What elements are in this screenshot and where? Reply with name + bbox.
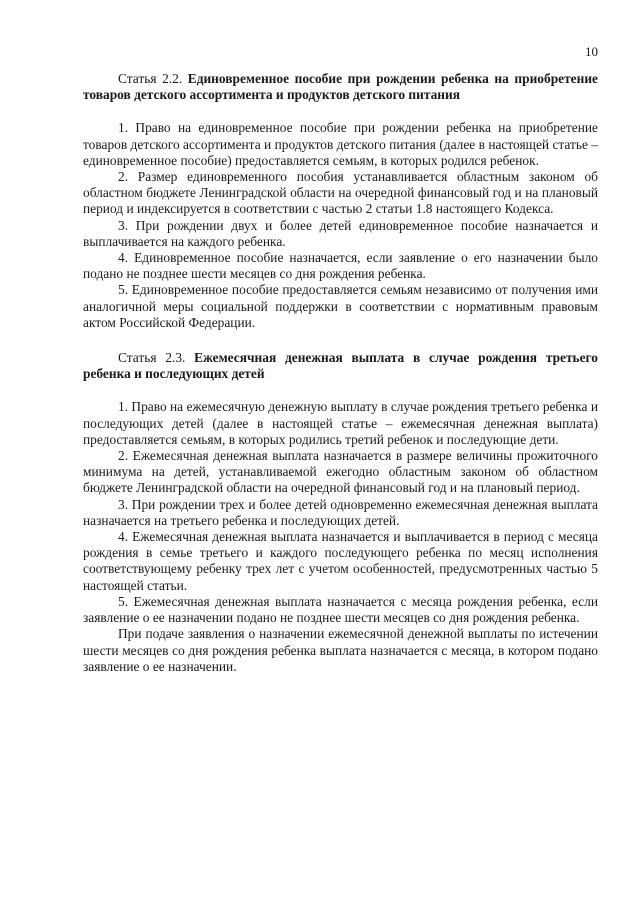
article-2-3-paragraph: 2. Ежемесячная денежная выплата назначается в размере величины прожиточного минимума на детей, устанавливаемой ежегодно областным законом об областном бюджете Ленинградской области на очередной финансовый год и на плановый период. <box>83 448 598 496</box>
article-2-2-label: Статья 2.2. <box>118 71 183 86</box>
article-2-2-paragraph: 5. Единовременное пособие предоставляется семьям независимо от получения ими аналогичной меры социальной поддержки в соответствии с нормативным правовым актом Российской Федерации. <box>83 282 598 330</box>
article-2-3-paragraph: 4. Ежемесячная денежная выплата назначается и выплачивается в период с месяца рождения в семье третьего и каждого последующего ребенка по месяц исполнения соответствующему ребенку трех лет с учетом особенностей, предусмотренных частью 5 настоящей статьи. <box>83 529 598 593</box>
article-2-2-paragraph: 3. При рождении двух и более детей единовременное пособие назначается и выплачивается на каждого ребенка. <box>83 217 598 249</box>
article-2-3-paragraph: 3. При рождении трех и более детей одновременно ежемесячная денежная выплата назначается на третьего ребенка и последующих детей. <box>83 496 598 528</box>
spacer <box>83 331 598 350</box>
spacer <box>83 382 598 399</box>
article-2-2-title: Единовременное пособие при рождении ребенка на приобретение товаров детского ассортимента и продуктов детского питания <box>83 71 598 103</box>
spacer <box>83 103 598 120</box>
page-content <box>83 71 598 675</box>
article-2-2-paragraph: 1. Право на единовременное пособие при рождении ребенка на приобретение товаров детского ассортимента и продуктов детского питания (далее в настоящей статье – единовременное пособие) предоставляется семьям, в которых родился ребенок. <box>83 120 598 168</box>
article-2-3-heading <box>83 350 598 382</box>
article-2-3-paragraph: 1. Право на ежемесячную денежную выплату в случае рождения третьего ребенка и последующих детей (далее в настоящей статье – ежемесячная денежная выплата) предоставляется семьям, в которых родились третий ребенок и последующие дети. <box>83 399 598 447</box>
article-2-3-label: Статья 2.3. <box>118 350 186 366</box>
article-2-2-paragraph: 4. Единовременное пособие назначается, если заявление о его назначении было подано не позднее шести месяцев со дня рождения ребенка. <box>83 250 598 282</box>
article-2-2-heading <box>83 71 598 103</box>
article-2-3-paragraph: 5. Ежемесячная денежная выплата назначается с месяца рождения ребенка, если заявление о ее назначении подано не позднее шести месяцев со дня рождения ребенка. <box>83 593 598 626</box>
page-number: 10 <box>585 44 598 59</box>
article-2-2-paragraph: 2. Размер единовременного пособия устанавливается областным законом об областном бюджете Ленинградской области на очередной финансовый год и на плановый период и индексируется в соответствии с частью 2 статьи 1.8 настоящего Кодекса. <box>83 169 598 217</box>
article-2-3-paragraph: При подаче заявления о назначении ежемесячной денежной выплаты по истечении шести месяцев со дня рождения ребенка выплата назначается с месяца, в котором подано заявление о ее назначении. <box>83 626 598 674</box>
article-2-3-title: Ежемесячная денежная выплата в случае рождения третьего ребенка и последующих детей <box>83 350 598 382</box>
